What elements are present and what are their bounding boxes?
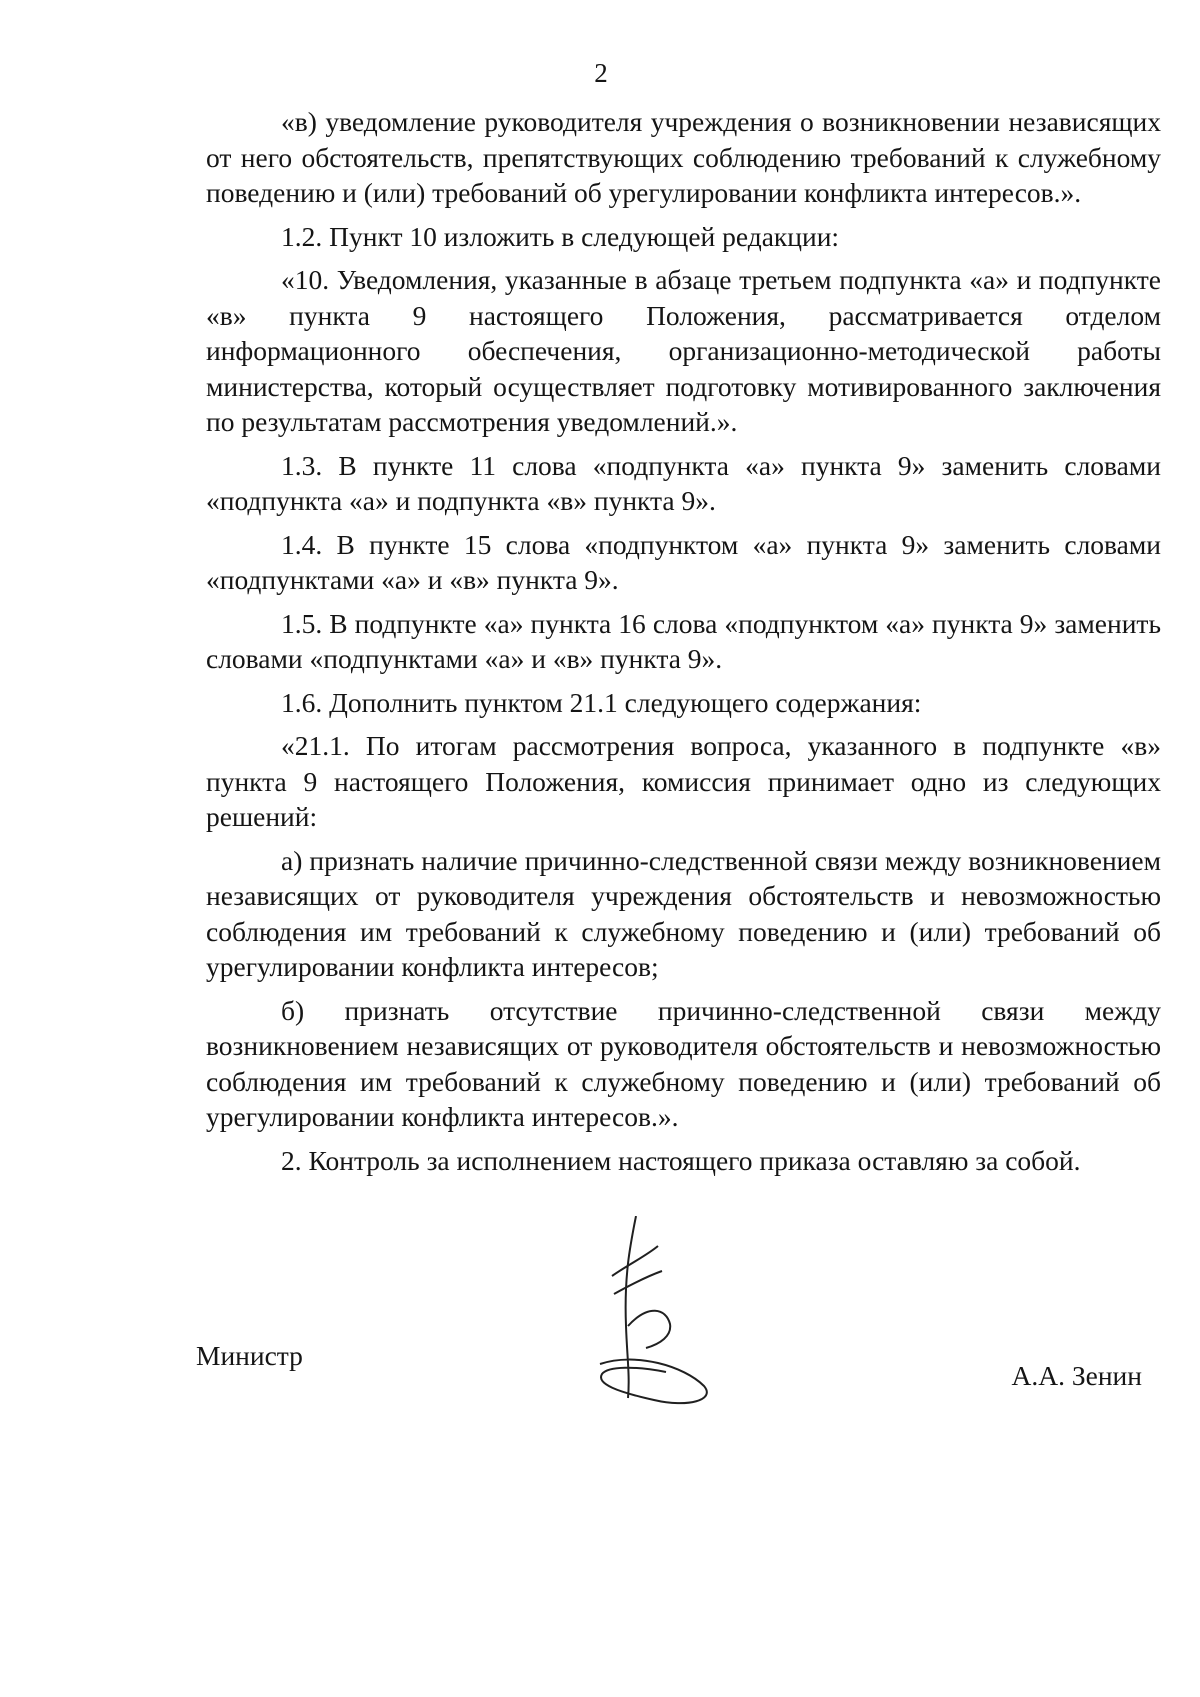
signature-block [196, 1228, 1156, 1428]
handwritten-signature [566, 1216, 746, 1416]
signatory-title: Министр [196, 1340, 303, 1371]
paragraph-1-2: 1.2. Пункт 10 изложить в следующей редакции: [281, 220, 840, 252]
signatory-name: А.А. Зенин [1011, 1360, 1142, 1391]
paragraph-control: 2. Контроль за исполнением настоящего приказа оставляю за собой. [281, 1144, 1081, 1176]
paragraph-1-5: 1.5. В подпункте «а» пункта 16 слова «подпунктом «а» пункта 9» заменить словами «подпунктами «а» и «в» пункта 9». [206, 607, 1161, 674]
paragraph-decision-b: б) признать отсутствие причинно-следственной связи между возникновением независящих от руководителя обстоятельств и невозможностью соблюдения им требований к служебному поведению и (или) требований об урегулировании конфликта интересов.». [206, 994, 1161, 1132]
paragraph-point-21-1: «21.1. По итогам рассмотрения вопроса, указанного в подпункте «в» пункта 9 настоящего Положения, комиссия принимает одно из следующих решений: [206, 730, 1161, 832]
paragraph-subpoint-v: «в) уведомление руководителя учреждения о возникновении независящих от него обстоятельств, препятствующих соблюдению требований к служебному поведению и (или) требований об урегулировании конфликта интересов.». [206, 106, 1161, 208]
paragraph-decision-a: а) признать наличие причинно-следственной связи между возникновением независящих от руководителя учреждения обстоятельств и невозможностью соблюдения им требований к служебному поведению и (или) требований об урегулировании конфликта интересов; [206, 844, 1161, 982]
document-body [206, 104, 1161, 1178]
paragraph-point-10: «10. Уведомления, указанные в абзаце третьем подпункта «а» и подпункте «в» пункта 9 настоящего Положения, рассматривается отделом информационного обеспечения, организационно-методической работы министерства, который осуществляет подготовку мотивированного заключения по результатам рассмотрения уведомлений.». [206, 264, 1161, 437]
paragraph-1-6: 1.6. Дополнить пунктом 21.1 следующего содержания: [281, 686, 922, 718]
page-number: 2 [594, 58, 608, 88]
paragraph-1-4: 1.4. В пункте 15 слова «подпунктом «а» пункта 9» заменить словами «подпунктами «а» и «в» пункта 9». [206, 528, 1161, 595]
paragraph-1-3: 1.3. В пункте 11 слова «подпункта «а» пункта 9» заменить словами «подпункта «а» и подпункта «в» пункта 9». [206, 449, 1161, 516]
